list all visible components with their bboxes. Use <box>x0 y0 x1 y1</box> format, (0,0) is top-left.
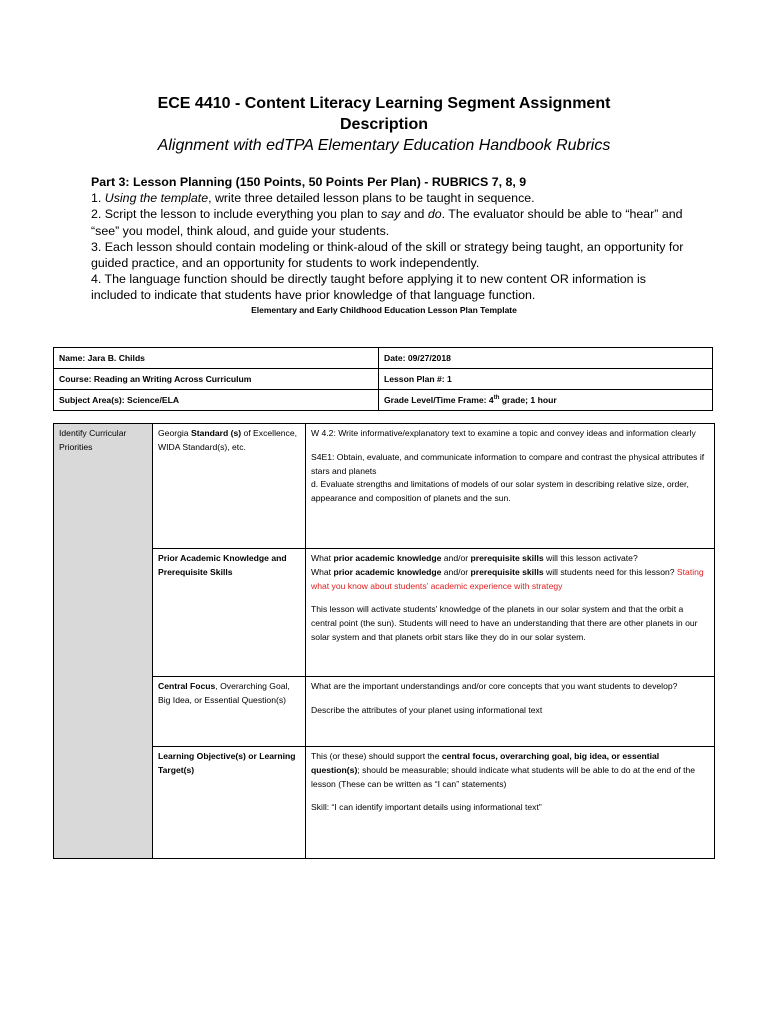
subject-cell: Subject Area(s): Science/ELA <box>54 390 379 411</box>
learning-objective-label: Learning Objective(s) or Learning Target(s) <box>153 747 306 859</box>
central-focus-answer: Describe the attributes of your planet using informational text <box>311 704 543 715</box>
learning-objective-content <box>306 747 715 859</box>
table-row <box>54 390 713 411</box>
document-title-line1: ECE 4410 - Content Literacy Learning Segment Assignment <box>157 95 611 112</box>
lesson-info-table <box>53 347 713 411</box>
standards-label: Georgia Standard (s) of Excellence, WIDA Standard(s), etc. <box>153 424 306 549</box>
prior-knowledge-label: Prior Academic Knowledge and Prerequisite Skills <box>153 549 306 677</box>
template-caption: Elementary and Early Childhood Education Lesson Plan Template <box>251 305 517 315</box>
grade-cell: Grade Level/Time Frame: 4th grade; 1 hour <box>379 390 713 411</box>
curricular-priorities-table <box>53 423 715 859</box>
instruction-item-2: 2. Script the lesson to include everything you plan to say and do. The evaluator should be able to “hear” and “see” you model, think aloud, and guide your students. <box>91 207 683 238</box>
document-title-line2: Description <box>339 116 428 133</box>
table-row <box>54 369 713 390</box>
table-row <box>54 348 713 369</box>
table-row <box>54 549 715 677</box>
table-row <box>54 424 715 549</box>
prior-knowledge-content <box>306 549 715 677</box>
standards-content <box>306 424 715 549</box>
standard-s4e1: S4E1: Obtain, evaluate, and communicate information to compare and contrast the physical attributes if stars and planets d. Evaluate strengths and limitations of models of our solar system in describing relative size, order, appearance and composition of planets and the sun. <box>311 451 705 504</box>
part3-instructions <box>91 174 691 304</box>
instruction-item-3: 3. Each lesson should contain modeling or think-aloud of the skill or strategy being taught, an opportunity for guided practice, and an opportunity for students to work independently. <box>91 239 684 271</box>
document-subtitle: Alignment with edTPA Elementary Education Handbook Rubrics <box>157 137 611 154</box>
instruction-item-1: 1. Using the template, write three detailed lesson plans to be taught in sequence. <box>91 191 535 206</box>
learning-objective-question: This (or these) should support the central focus, overarching goal, big idea, or essential question(s); should be measurable; should indicate what students will be able to do at the end of the lesson (These can be written as “I can” statements) <box>311 751 696 789</box>
standard-w42: W 4.2: Write informative/explanatory text to examine a topic and convey ideas and information clearly <box>311 428 696 438</box>
part3-heading: Part 3: Lesson Planning (150 Points, 50 Points Per Plan) - RUBRICS 7, 8, 9 <box>91 175 527 189</box>
date-cell: Date: 09/27/2018 <box>379 348 713 369</box>
central-focus-content <box>306 677 715 747</box>
lesson-plan-cell: Lesson Plan #: 1 <box>379 369 713 390</box>
learning-objective-answer: Skill: “I can identify important details using informational text” <box>311 802 542 813</box>
prior-knowledge-answer: This lesson will activate students’ knowledge of the planets in our solar system and that the orbit a central point (the sun). Students will need to have an understanding that there are other planets in our solar system and that planets orbit stars like they do in our solar system. <box>311 604 698 642</box>
instruction-item-4: 4. The language function should be directly taught before applying it to new content OR information is included to indicate that students have prior knowledge of that language function. <box>91 272 646 303</box>
prior-knowledge-question: What prior academic knowledge and/or prerequisite skills will this lesson activate? What prior academic knowledge and/or prerequisite skills will students need for this lesson? Stating what you know about students’ academic experience with strategy <box>311 553 704 591</box>
identify-curricular-priorities-cell: Identify Curricular Priorities <box>54 424 153 859</box>
table-row <box>54 747 715 859</box>
table-row <box>54 677 715 747</box>
course-cell: Course: Reading an Writing Across Curriculum <box>54 369 379 390</box>
name-cell: Name: Jara B. Childs <box>54 348 379 369</box>
central-focus-question: What are the important understandings and/or core concepts that you want students to develop? <box>311 681 678 691</box>
central-focus-label: Central Focus, Overarching Goal, Big Idea, or Essential Question(s) <box>153 677 306 747</box>
